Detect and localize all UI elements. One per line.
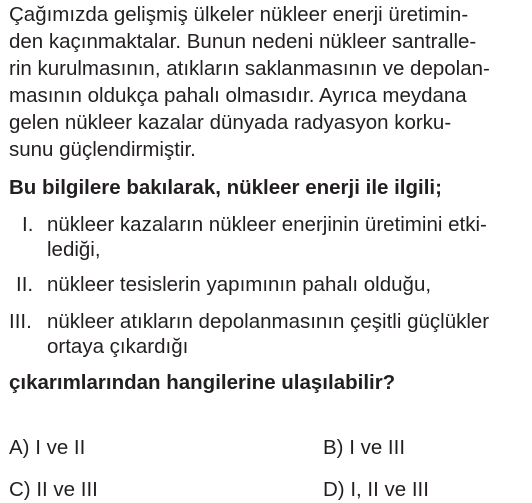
question-prompt: Bu bilgilere bakılarak, nükleer enerji ile ilgili; — [9, 176, 442, 199]
passage-line: Çağımızda gelişmiş ülkeler nükleer enerji üretimin- — [9, 3, 469, 26]
statement-text: nükleer tesislerin yapımının pahalı olduğu, — [47, 273, 432, 296]
option-b[interactable]: B) I ve III — [323, 436, 406, 459]
statement-numeral: II. — [16, 273, 34, 296]
question-closing: çıkarımlarından hangilerine ulaşılabilir? — [9, 371, 396, 394]
statement-text: ortaya çıkardığı — [47, 335, 189, 358]
passage-line: masının oldukça pahalı olmasıdır. Ayrıca meydana — [9, 84, 467, 107]
statement-text: lediği, — [47, 238, 101, 261]
option-a[interactable]: A) I ve II — [9, 436, 86, 459]
passage-line: rin kurulmasının, atıkların saklanmasının ve depolan- — [9, 57, 490, 80]
passage-line: sunu güçlendirmiştir. — [9, 138, 196, 161]
statement-text: nükleer atıkların depolanmasının çeşitli güçlükler — [47, 310, 490, 333]
option-d[interactable]: D) I, II ve III — [323, 478, 429, 501]
option-c[interactable]: C) II ve III — [9, 478, 98, 501]
statement-numeral: III. — [9, 310, 32, 333]
passage-line: den kaçınmaktalar. Bunun nedeni nükleer santralle- — [9, 30, 477, 53]
passage-line: gelen nükleer kazalar dünyada radyasyon korku- — [9, 111, 452, 134]
statement-numeral: I. — [22, 213, 34, 236]
statement-text: nükleer kazaların nükleer enerjinin üretimini etki- — [47, 213, 487, 236]
